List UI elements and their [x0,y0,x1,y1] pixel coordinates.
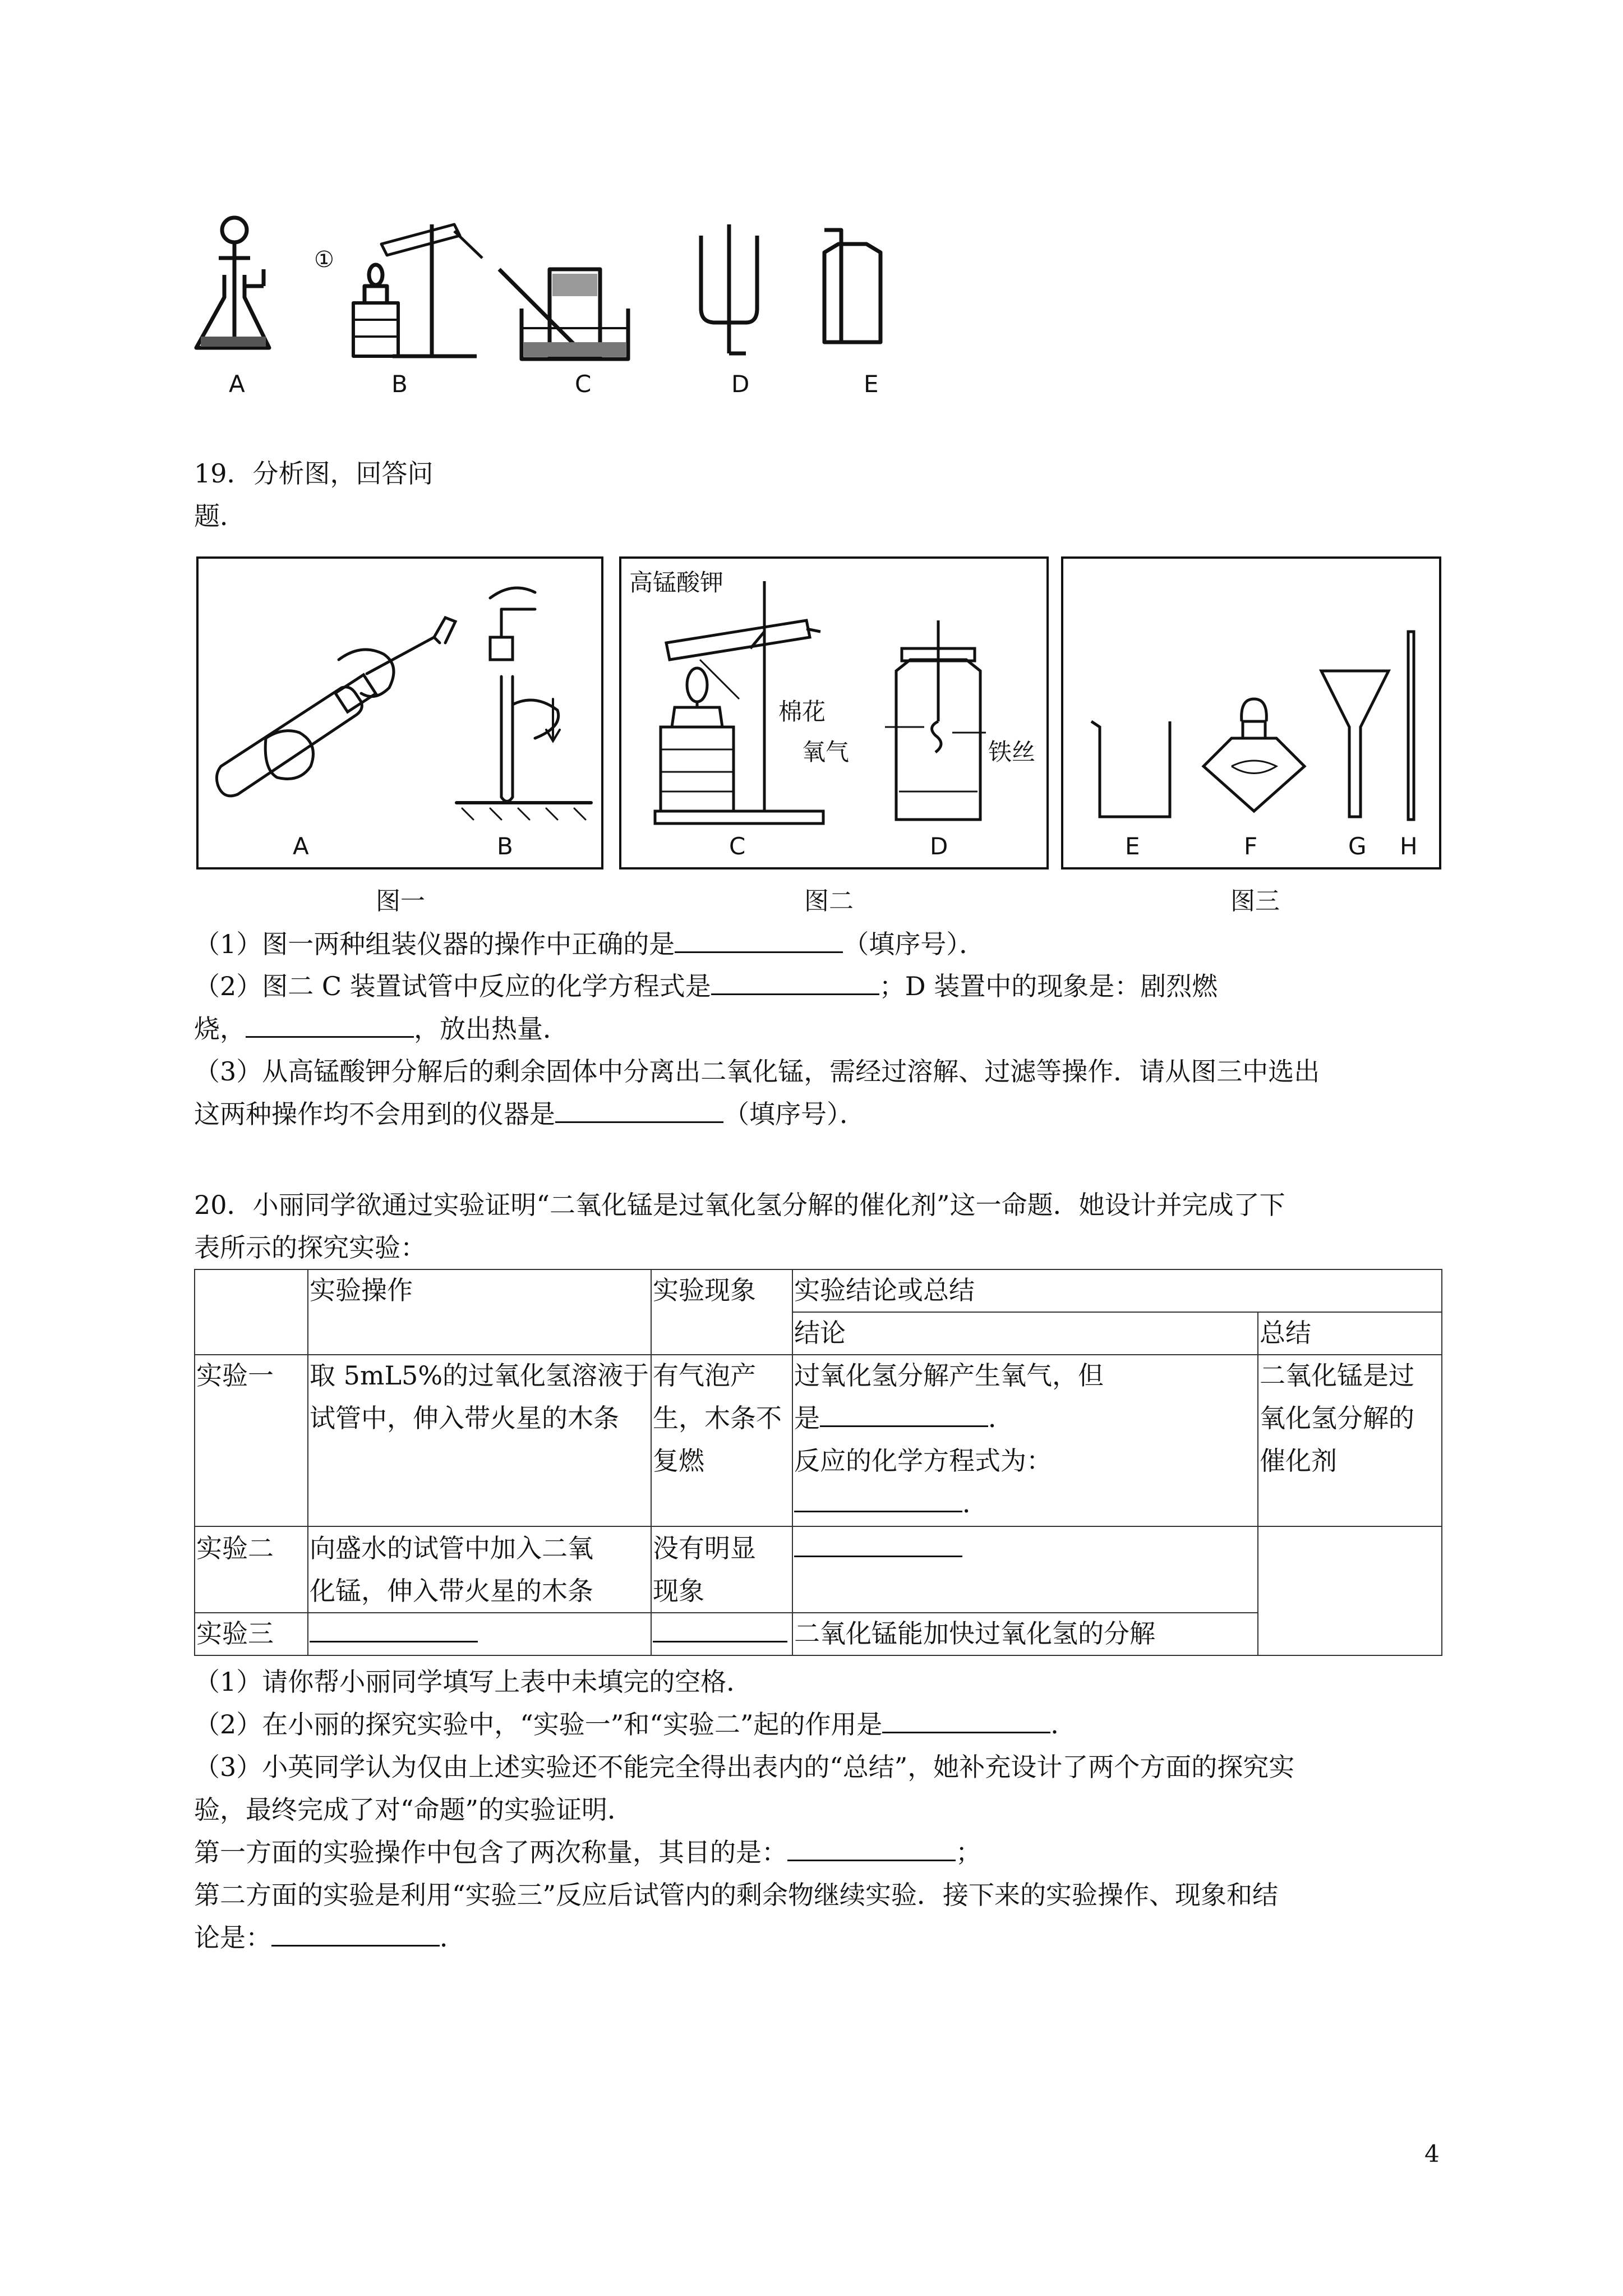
fig1-b-stopper-press [457,588,591,820]
row2-op-l1: 向盛水的试管中加入二氧 [310,1533,593,1563]
th-conclusion: 实验结论或总结 [794,1275,975,1305]
q20-s5-line1: 第二方面的实验是利用“实验三”反应后试管内的剩余物继续实验．接下来的实验操作、现象和结 [194,1880,1279,1910]
q20-s3-line2: 验，最终完成了对“命题”的实验证明． [194,1795,634,1825]
apparatus-d-gas-bottle [701,224,757,353]
fig3-e-beaker [1091,721,1170,817]
th-phenomenon: 实验现象 [653,1275,756,1305]
fig2-d-gas-jar [885,620,986,820]
answer-blank[interactable] [310,1613,478,1642]
page-number: 4 [1424,2140,1440,2168]
row1-result-l1: 过氧化氢分解产生氧气，但 [794,1360,1104,1391]
top-label-d: D [731,370,750,398]
row1-name: 实验一 [196,1360,274,1391]
q19-part3-line2: 这两种操作均不会用到的仪器是 （填序号）． [194,1093,865,1135]
th-operation: 实验操作 [310,1275,413,1305]
q19-fig3-panel [1061,556,1441,869]
fig2-drawing [621,559,1046,839]
fig3-label-g: G [1348,832,1367,860]
row1-result-l4: ． [794,1482,988,1525]
th-result: 结论 [794,1318,846,1348]
fig3-caption: 图三 [1230,887,1280,915]
fig2-label-cotton: 棉花 [778,698,826,725]
row2-result-blank [794,1527,962,1570]
row1-summary-l3: 催化剂 [1260,1446,1337,1476]
fig2-caption: 图二 [804,887,854,915]
row1-op-l1: 取 5mL5%的过氧化氢溶液于 [310,1360,649,1391]
answer-blank[interactable] [711,965,879,995]
fig3-label-h: H [1400,832,1418,860]
row1-summary-l2: 氧化氢分解的 [1260,1403,1414,1433]
top-label-e: E [864,370,879,398]
q19-part2-cont: 烧， ，放出热量． [194,1007,569,1050]
row2-phen-l2: 现象 [653,1576,704,1606]
q19-part3-line1: （3）从高锰酸钾分解后的剩余固体中分离出二氧化锰，需经过溶解、过滤等操作．请从图三中选出 [194,1056,1320,1087]
row1-summary-l1: 二氧化锰是过 [1260,1360,1414,1391]
answer-blank[interactable] [653,1613,787,1642]
q19-heading-line2: 题． [194,501,246,531]
q20-intro-line2: 表所示的探究实验： [194,1232,426,1263]
row3-result: 二氧化锰能加快过氧化氢的分解 [794,1618,1155,1649]
top-apparatus-figure [185,213,914,404]
fig1-label-a: A [293,832,309,860]
row2-phen-l1: 没有明显 [653,1533,756,1563]
answer-blank[interactable] [555,1093,723,1123]
answer-blank[interactable] [787,1832,956,1861]
top-label-c: C [575,370,592,398]
answer-blank[interactable] [820,1397,988,1427]
q19-part2: （2）图二 C 装置试管中反应的化学方程式是 ；D 装置中的现象是：剧烈燃 [194,965,1218,1007]
row3-phen-blank [653,1612,787,1655]
fig1-drawing [199,559,601,839]
th-summary: 总结 [1260,1318,1311,1348]
q19-heading-line1: 19．分析图，回答问 [194,458,434,489]
answer-blank[interactable] [882,1704,1050,1733]
fig3-label-f: F [1244,832,1258,860]
experiment-table [194,1269,1442,1656]
answer-blank[interactable] [794,1527,962,1557]
apparatus-b-heating-tube [353,224,482,356]
q20-s1: （1）请你帮小丽同学填写上表中未填完的空格． [194,1667,753,1697]
fig1-caption: 图一 [376,887,425,915]
fig2-label-kmno4: 高锰酸钾 [629,569,724,596]
fig3-h-glass-rod [1408,632,1414,820]
row1-result-l3: 反应的化学方程式为： [794,1446,1052,1476]
fig1-a-test-tube [216,618,455,796]
apparatus-c-water-trough [499,269,628,359]
q19-fig2-panel [619,556,1049,869]
row1-result-l2: 是 ． [794,1397,1014,1439]
q20-s2: （2）在小丽的探究实验中，“实验一”和“实验二”起的作用是 ． [194,1703,1076,1746]
q20-s3-line1: （3）小英同学认为仅由上述实验还不能完全得出表内的“总结”，她补充设计了两个方面的探究实 [194,1752,1295,1782]
row2-name: 实验二 [196,1533,274,1563]
fig3-drawing [1063,559,1439,839]
fig2-label-c: C [729,832,746,860]
row2-op-l2: 化锰，伸入带火星的木条 [310,1576,593,1606]
fig1-label-b: B [497,832,513,860]
fig3-g-funnel [1321,671,1389,817]
q19-fig1-panel [196,556,603,869]
fig3-f-lamp [1204,699,1304,811]
answer-blank[interactable] [675,923,843,953]
row1-phen-l1: 有气泡产 [653,1360,756,1391]
fig2-label-wire: 铁丝 [988,738,1036,766]
row3-name: 实验三 [196,1618,274,1649]
fig2-label-oxygen: 氧气 [802,738,850,766]
top-label-b: B [391,370,408,398]
apparatus-a-flask-funnel [196,218,269,348]
q20-s4: 第一方面的实验操作中包含了两次称量，其目的是： ； [194,1831,981,1874]
fig3-label-e: E [1125,832,1140,860]
top-label-a: A [229,370,245,398]
fig2-label-d: D [930,832,948,860]
q19-part1: （1）图一两种组装仪器的操作中正确的是 （填序号）． [194,923,985,965]
apparatus-e-gas-bottle [824,230,880,342]
row1-phen-l3: 复燃 [653,1446,704,1476]
row3-op-blank [310,1612,478,1655]
top-marker-b: ① [314,247,334,273]
row1-phen-l2: 生，木条不 [653,1403,782,1433]
row1-op-l2: 试管中，伸入带火星的木条 [310,1403,619,1433]
q20-intro-line1: 20．小丽同学欲通过实验证明“二氧化锰是过氧化氢分解的催化剂”这一命题．她设计并完成了下 [194,1190,1285,1220]
q20-s5-line2: 论是： ． [194,1916,465,1959]
answer-blank[interactable] [271,1917,440,1947]
answer-blank[interactable] [246,1008,414,1038]
answer-blank[interactable] [794,1483,962,1512]
